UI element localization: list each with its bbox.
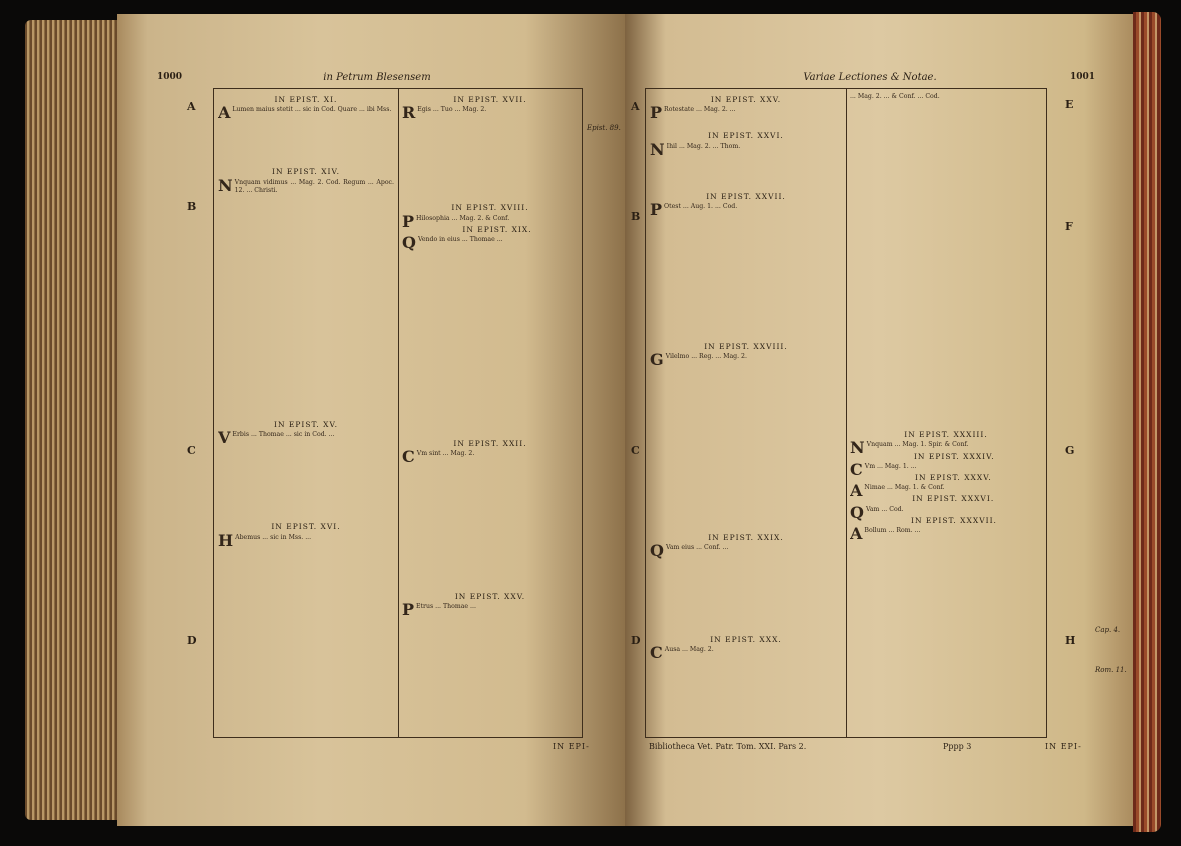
margin-note: Rom. 11.: [1095, 666, 1127, 674]
section-heading: IN EPIST. XXXIV.: [913, 451, 995, 461]
column-2: [850, 93, 1042, 733]
margin-letter: B: [187, 200, 197, 213]
section-text: Q Vam ... Cod.: [850, 502, 904, 522]
section-heading: IN EPIST. XXV.: [454, 591, 526, 601]
drop-cap: N: [650, 139, 665, 159]
margin-note: Epist. 89.: [587, 124, 621, 132]
margin-letter: H: [1065, 634, 1076, 647]
left-page: [117, 14, 627, 826]
cover-edge: [1133, 12, 1161, 832]
signature-mark: Pppp 3: [943, 742, 972, 751]
column-2: [402, 93, 578, 733]
section-heading: IN EPIST. XXXIII.: [904, 430, 988, 440]
drop-cap: G: [650, 350, 664, 370]
drop-cap: C: [850, 459, 863, 479]
margin-letter: C: [187, 444, 196, 457]
margin-letter: A: [631, 100, 640, 113]
drop-cap: V: [218, 428, 231, 448]
margin-note: Cap. 4.: [1095, 626, 1121, 634]
section-heading: IN EPIST. XVII.: [453, 95, 527, 104]
column-rule: [846, 89, 847, 737]
drop-cap: Q: [402, 233, 416, 253]
right-page: [625, 14, 1135, 826]
margin-letter: E: [1065, 98, 1074, 111]
section-heading: IN EPIST. XXX.: [710, 635, 782, 645]
column-rule: [398, 89, 399, 737]
running-title: in Petrum Blesensem: [323, 72, 431, 83]
drop-cap: P: [402, 599, 415, 619]
catchword: IN EPI-: [1045, 742, 1082, 751]
folio-number: 1001: [1069, 72, 1095, 82]
drop-cap: P: [650, 103, 663, 123]
section-text: ... Mag. 2. ... & Conf. ... Cod.: [850, 93, 940, 100]
margin-letter: G: [1065, 444, 1075, 457]
page-block-edge: [25, 20, 121, 820]
margin-letter: D: [631, 634, 641, 647]
section-text: C Vm ... Mag. 1. ...: [850, 459, 917, 479]
section-heading: IN EPIST. XI.: [274, 95, 338, 104]
running-title: Variae Lectiones & Notae.: [803, 72, 937, 83]
section-text: P Rotestate ... Mag. 2. ...: [650, 103, 736, 123]
margin-letter: A: [187, 100, 196, 113]
section-text: C Vm sint ... Mag. 2.: [402, 447, 475, 467]
section-heading: IN EPIST. XIX.: [462, 224, 532, 234]
section-text: Q Vendo in eius ... Thomae ...: [402, 233, 503, 253]
section-text: H Abemus ... sic in Mss. ...: [218, 530, 312, 550]
section-text: G Vilelmo ... Reg. ... Mag. 2.: [650, 350, 747, 370]
drop-cap: N: [218, 175, 233, 195]
drop-cap: Q: [650, 540, 664, 560]
section-text: Q Vam eius ... Conf. ...: [650, 540, 729, 560]
text-frame: [645, 88, 1047, 738]
section-heading: IN EPIST. XVIII.: [451, 203, 529, 213]
section-heading: IN EPIST. XXIX.: [708, 532, 784, 542]
section-heading: IN EPIST. XXV.: [710, 95, 782, 104]
folio-number: 1000: [157, 72, 183, 82]
section-text: N Vnquam ... Mag. 1. Spir. & Conf.: [850, 438, 969, 458]
drop-cap: N: [850, 438, 865, 458]
section-heading: IN EPIST. XIV.: [272, 167, 340, 177]
section-text: R Egis ... Tuo ... Mag. 2.: [402, 103, 487, 123]
margin-letter: F: [1065, 220, 1073, 233]
section-text: C Ausa ... Mag. 2.: [650, 643, 714, 663]
drop-cap: C: [650, 643, 663, 663]
section-text: A Bollum ... Rom. ...: [850, 524, 921, 544]
drop-cap: Q: [850, 502, 864, 522]
text-frame: [213, 88, 583, 738]
drop-cap: A: [218, 103, 231, 123]
section-text: P Hilosophia ... Mag. 2. & Conf.: [402, 211, 510, 231]
catchword: IN EPI-: [553, 742, 590, 751]
section-heading: IN EPIST. XV.: [273, 420, 339, 430]
section-heading: IN EPIST. XXVI.: [708, 131, 784, 141]
drop-cap: A: [850, 524, 863, 544]
column-1: [218, 93, 394, 733]
section-heading: IN EPIST. XXXVI.: [912, 494, 995, 504]
margin-letter: D: [187, 634, 197, 647]
section-heading: IN EPIST. XXXVII.: [910, 515, 997, 525]
drop-cap: P: [402, 211, 415, 231]
section-text: A Lumen maius stetit ... sic in Cod. Quare ... ibi Mss.: [218, 103, 392, 123]
book-spread: [25, 8, 1165, 838]
section-text: A Nimae ... Mag. 1. & Conf.: [850, 481, 945, 501]
section-text: N Vnquam vidimus ... Mag. 2. Cod. Regum ... Apoc. 12. ... Christi.: [218, 175, 394, 195]
column-1: [650, 93, 842, 733]
section-heading: IN EPIST. XXVIII.: [704, 342, 788, 352]
section-text: P Otest ... Aug. 1. ... Cod.: [650, 200, 738, 220]
section-text: P Etrus ... Thomae ...: [402, 599, 476, 619]
drop-cap: P: [650, 200, 663, 220]
footer-note: Bibliotheca Vet. Patr. Tom. XXI. Pars 2.: [649, 742, 807, 751]
section-text: V Erbis ... Thomae ... sic in Cod. ...: [218, 428, 335, 448]
drop-cap: H: [218, 530, 234, 550]
section-heading: IN EPIST. XXII.: [453, 439, 527, 449]
drop-cap: A: [850, 481, 863, 501]
section-heading: IN EPIST. XXXV.: [915, 473, 992, 483]
section-heading: IN EPIST. XXVII.: [706, 191, 786, 201]
margin-letter: C: [631, 444, 640, 457]
section-text: N Ihil ... Mag. 2. ... Thom.: [650, 139, 741, 159]
section-heading: IN EPIST. XVI.: [271, 522, 341, 532]
margin-letter: B: [631, 210, 641, 223]
drop-cap: R: [402, 103, 416, 123]
drop-cap: C: [402, 447, 415, 467]
